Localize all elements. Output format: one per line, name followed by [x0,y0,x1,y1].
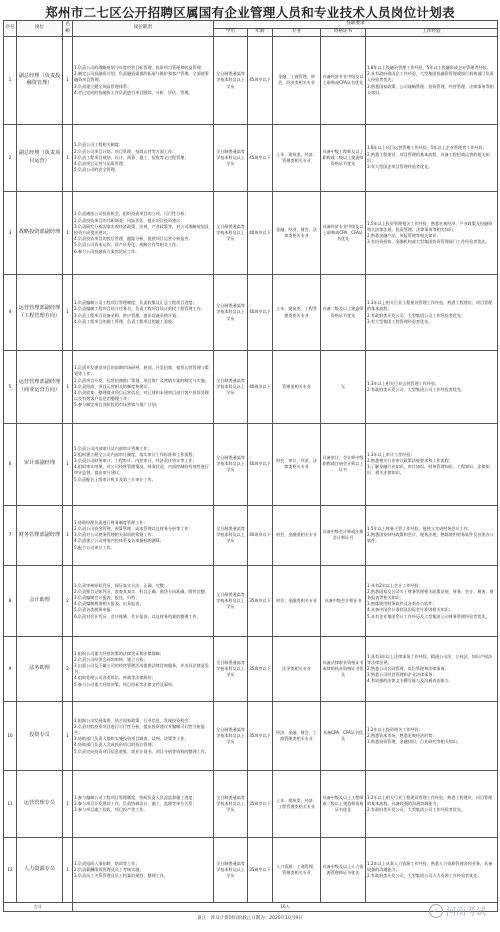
row-experience [366,838,498,903]
row-certificate: 具备中级会计师或注册会计师证书 [321,505,366,566]
row-duties-line: 3.负责工程项目设备采购、供应管理，提出设备采购计划； [74,312,181,318]
row-education: 全日制普通高等学校本科及以上学历 [214,566,248,637]
row-experience-line: 4.有较强的法律文书撰写能力及沟通表达能力。 [367,678,453,684]
row-duties-line: 3.负责研究分析国家宏观经济政策、法规、产业政策等，对公司战略规划及投资方向提出建议； [74,223,209,235]
row-position: 副总经理（负责投融资管理） [17,37,63,125]
row-certificate: 具备法律职业资格证书或律师执业资格证书优先 [321,637,366,702]
row-education: 全日制普通高等学校本科及以上学历 [214,275,248,350]
table-row [4,423,498,505]
row-duties-line: 4.对已完成的投融资工作负责进行项目跟踪、分析、评估、管理。 [74,89,193,95]
table-row [4,637,498,702]
row-duties-line: 2.负责项目开发、运营招商推广策划、项目推广及营销方案的制定与实施； [74,377,209,383]
table-row [4,124,498,191]
row-duties-line: 3.出面公司及下属公司的经营管理活动提供法律咨询服务，并出具法律意见书； [74,662,209,675]
row-duties-line: 2.负责对拟投资项目进行可行性分析，提出投资建议并编制可行性分析报告； [74,723,205,735]
row-duties-line: 1.负责编制公司工程项目管理制度，负责收集及汇总工程项目进度； [74,300,197,306]
row-duties-line: 4.组织审计结果，对公司经营管理情况、财务状况、内部控制的有效性进行审计监督，提出审计建议； [74,464,209,476]
row-experience-line: 2.熟悉金融产品、风险管理等相关知识； [367,233,441,239]
row-duties-line: 5.配合公司审计工作。 [74,544,115,550]
row-experience [366,124,498,191]
row-experience-line: 1.8年以上项目运营管理工作经验，5年以上企业管理者工作经验； [367,145,487,151]
row-education: 全日制普通高等学校本科及以上学历 [214,637,248,702]
row-experience-line: 3.有大型集团工程管理经验者优先。 [367,318,433,324]
row-duties-line: 5.参与制定项目各阶段的市场营销与推广计划。 [74,402,160,408]
row-duties [73,191,214,275]
row-experience-line: 1.2年以上投资相关工作经验； [367,726,423,732]
positions-table [3,20,498,912]
row-education: 全日制普通高等学校本科及以上学历 [214,191,248,275]
row-seq: 2 [4,124,17,191]
row-duties-line: 1.负责审核原始凭证，保证真实合法、正确、完整； [74,582,168,588]
row-duties-line: 1.负责公司内部审计及内部审计管理工作； [74,445,152,451]
row-experience [366,505,498,566]
row-duties-line: 4.负责项目运营与品质管理； [74,160,128,166]
row-duties-line: 2.负责投资项目的尽职调查、风险评估，提出项目投资建议； [74,217,185,223]
row-age: 40周岁以下 [248,275,273,350]
row-experience-line: 3.有大型国企项目管理经验者优先。 [367,164,433,169]
row-duties-line: 4.负责建立公司财务内控体系及各项指标的测算； [74,538,164,544]
row-duties-line: 3.负责对公司税务管理相关事项的筹划工作； [74,532,156,538]
table-row [4,275,498,350]
row-duties-line: 1.负责遴选公司投资机会，组织投资项目的立项、可行性分析； [74,211,189,217]
row-quota: 1 [63,423,73,505]
row-age: 35周岁以下 [248,637,273,702]
row-duties [73,37,214,125]
row-certificate: 具备中级工程师及以上职称或二级以上建造师资格证书优先 [321,124,366,191]
row-duties [73,566,214,637]
footer-note: 备注：涉及计算时间的截止日期为：2020年10月9日 [197,916,303,921]
row-duties-line: 4.组织处理公司各类诉讼、仲裁等法律纠纷； [74,675,156,681]
row-duties-line: 1.负责公司的战略规划与年度经营目标管理、投资项目管理和收益管理； [74,64,205,70]
row-duties-line: 2.制定公司投融资计划，负责融资渠道的拓展与维护和客户管理，全面统筹融资项目管理； [74,71,209,83]
row-major: 土木、建筑类、经济、管理类相关专业 [273,124,321,191]
row-position: 审计部副经理 [17,423,63,505]
watermark [429,903,486,918]
row-education: 全日制普通高等学校本科及以上学历 [214,124,248,191]
row-duties [73,350,214,423]
row-position: 战略投资部副经理 [17,191,63,275]
row-duties-line: 5.负责完成投资项目信息收集、商业计划书、项目分析等资料的整理工作。 [74,748,209,754]
row-duties-line: 3.负责员工关系管理及员工档案的建档、整理工作。 [74,873,168,879]
row-age: 40周岁以下 [248,423,273,505]
row-position: 副总经理（负责项目运营） [17,124,63,191]
row-duties-line: 3.负责公司财务审计、工程审计、内控审计、经济责任审计等工作； [74,458,197,463]
total-value: 16人 [73,903,498,912]
header-experience: 工作经验 [366,29,498,37]
row-quota: 1 [63,350,73,423]
row-duties [73,275,214,350]
row-major: 土木、建筑类、工程管理类相关专业 [273,275,321,350]
row-duties-line: 6.负责对会计凭证、会计账簿、会计报表、以及财务档案的整理工作。 [74,613,201,619]
row-certificate: 无 [321,350,366,423]
row-duties-line: 4.协助部门负责人完成投资项目的投后管理； [74,742,156,748]
row-education: 全日制普通高等学校本科及以上学历 [214,37,248,125]
row-quota: 1 [63,838,73,903]
row-education: 全日制普通高等学校本科及以上学历 [214,702,248,771]
row-experience-line: 2.有政府类开发公司、大型集团公司人力资源工作经验者优先。 [367,873,482,879]
row-duties-line: 3.负责招商、项目运营相关的制度和建议； [74,383,152,389]
row-major: 土木、建筑类、经济、工程管理类相关专业 [273,771,321,838]
row-experience-line: 2.熟悉资本市场，熟悉宏观经济形势； [367,733,437,739]
watermark-logo-icon: ✓ [429,904,443,918]
row-experience-line: 1.3年以上相关行业工程建设管理工作经验，熟悉工程建设、项目管理的基本流程； [367,300,493,312]
row-experience-line: 2.熟悉工程建设、项目管理的基本流程，具备工程招商运营的相关知识； [367,151,490,163]
row-duties-line: 6.参与公司投融资方案的论证工作。 [74,248,140,254]
row-duties [73,771,214,838]
row-certificate: 具备二级及以上建造师资格证书优先 [321,275,366,350]
header-seq: 序号 [4,21,17,37]
header-requirements: 任职要求 [214,21,498,29]
row-duties-line: 3.负责建立健全风险管理体系； [74,83,132,89]
row-duties-line: 3.负责编制会计报表、报送、归档； [74,595,140,600]
row-seq: 5 [4,350,17,423]
row-experience [366,637,498,702]
row-position: 财务管理部副经理 [17,505,63,566]
row-education: 全日制普通高等学校本科及以上学历 [214,505,248,566]
row-education: 全日制普通高等学校本科及以上学历 [214,350,248,423]
row-duties-line: 5.负责公司的安全管理。 [74,167,119,173]
row-quota: 2 [63,566,73,637]
row-duties-line: 2.负责薪酬绩效管理及员工考核实施； [74,866,144,872]
row-duties [73,124,214,191]
row-duties-line: 5.负责各类税务申报； [74,607,115,613]
row-seq: 10 [4,702,17,771]
row-major: 金融、经济、财会、法律类相关专业 [273,191,321,275]
row-experience-line: 2.熟悉公司合同管理、诉讼管理和法律事务； [367,666,449,672]
row-duties [73,423,214,505]
row-duties-line: 5.负责配合上级审计机关及第三方审计工作。 [74,476,156,482]
header-duties: 岗位职责 [73,21,214,37]
row-experience-line: 3.有投资机构、金融机构或大型集团投资管理部门工作经验者优先。 [367,239,490,245]
row-major: 人力资源、工商管理、管理类相关专业 [273,838,321,903]
row-experience-line: 1.具有3年以上法律事务工作经验，精通公司法、合同法、知识产权法等法律法规； [367,653,493,665]
row-duties-line: 2.负责公司项目计划、项目管理、招商运营等方面工作； [74,148,177,154]
row-duties-line: 2.负责公司经济合同的审核、建立台账； [74,656,148,662]
row-age: 35周岁以下 [248,702,273,771]
row-duties-line: 4.负责编制税务相关报表，出具报表； [74,601,144,607]
row-experience-line: 3.熟悉国家政策、公司战略管理、投资管理、经营管理、法律事务等相关知识。 [367,83,494,95]
row-quota: 1 [63,124,73,191]
row-experience-line: 1.5年以上投资管理相关工作经验，熟悉宏观经济、产业政策及投融资相关法律法规、投资管理、法律事务等相关知识； [367,220,493,232]
row-position: 人力资源专员 [17,838,63,903]
row-certificate: 具备中级及以上人力资源管理师证书优先 [321,838,366,903]
row-experience-line: 1.3年以上相关行业运营管理工作经验； [367,380,440,386]
row-duties-line: 1.负责开发建设项目的前期市场研判、规划、开发招商、租赁运营管理与策划等工作； [74,365,209,377]
row-experience-line: 1.8年以上投融资管理工作经验，5年以上投融资或企业管理者经验； [367,64,491,70]
row-age: 45周岁以下 [248,37,273,125]
row-quota: 1 [63,702,73,771]
row-experience-line: 2.熟悉国家及公司关于财务管理相关政策法规、财务、会计、税务、财务报表等相关知识； [367,588,494,600]
table-row [4,566,498,637]
table-row [4,838,498,903]
row-seq: 1 [4,37,17,125]
row-duties-line: 3.参与项目竣工验收、项目投产等工作。 [74,807,148,813]
row-major: 财会、金融类相关专业 [273,505,321,566]
page-title: 郑州市二七区公开招聘区属国有企业管理人员和专业技术人员岗位计划表 [45,5,455,20]
row-position: 法务助理 [17,637,63,702]
row-experience-line: 1.2年以上相关行业工程建设管理工作经验，熟悉工程建设、项目管理的基本流程，具备较强的沟通协调能力； [367,794,493,806]
row-duties-line: 4.负责工程项目的施工管理，负责工程项目的竣工验收。 [74,318,177,324]
row-experience-line: 5.具有企业集团会计工作经历及大型集团公司财务管理经验者优先。 [367,613,490,619]
row-certificate: 具备经济专业中级及以上职称或CPA、CFA证书优先 [321,191,366,275]
row-age: 35周岁以下 [248,566,273,637]
row-duties-line: 2.负责公司资金管理、预算管理、成本管理以及财务分析等工作； [74,526,193,532]
row-duties-line: 2.组织建立健全公司内部审计制度，落实审计工作标准和工作流程； [74,451,197,457]
row-certificate: 具备CPA、CFA证书优先 [321,702,366,771]
row-duties-line: 5.参与公司重大经营决策，项目招标等法律文件及事项。 [74,681,177,687]
row-experience-line: 3.熟练使用财务软件及各类办公软件； [367,601,437,607]
row-duties-line: 2.参与项目开发建设工作，负责协调设计、施工、监理等单位关系； [74,800,197,806]
table-row [4,350,498,423]
row-duties-line: 1.参与编制公司工程项目管理制度，协助负责人负责监督施工进度； [74,794,197,800]
row-duties [73,637,214,702]
row-duties-line: 2.负责账目记账凭证，审查其真实、科目正确、借贷方向准确，附件完整； [74,588,209,594]
row-age: 35周岁以下 [248,838,273,903]
row-education: 全日制普通高等学校本科及以上学历 [214,423,248,505]
row-certificate: 具备中级会计师证书 [321,566,366,637]
row-position: 运营管理部副经理（工程管理方向） [17,275,63,350]
row-quota: 2 [63,637,73,702]
row-position: 投资专员 [17,702,63,771]
row-experience-line: 3.熟悉投资管理、金融知识、行业研究等相关知识。 [367,739,461,745]
row-duties-line: 1.负责公司工程相关制度； [74,142,123,148]
row-seq: 3 [4,191,17,275]
header-education: 学历 [214,29,248,37]
row-seq: 8 [4,566,17,637]
row-experience-line: 2.有政府类开发公司、大型集团公司工作经验者优先。 [367,386,466,392]
row-quota: 1 [63,191,73,275]
table-row [4,702,498,771]
row-age: 45周岁以下 [248,124,273,191]
row-duties-line: 2.负责编制工程项目设计任务书，负责工程项目设计阶段工程管理工作； [74,306,205,312]
row-experience-line: 1.3年以上审计工作经验； [367,451,415,457]
row-duties-line: 4.负责收集、整理商业项目运营信息，对已建和未建项目进行客户投诉处理以及有效客户信息的整理工作； [74,389,209,402]
row-duties-line: 3.协助部门负责人组织实施投资项目调查、谈判、决策等工作； [74,736,189,742]
row-duties-line: 5.负责公司资本运作、资产证券化、战略合作等相关工作； [74,242,181,248]
row-duties-line: 1.根据公司发展需要，结合国家政策、行业信息，发现投资机会； [74,717,193,723]
row-major: 管理类相关专业 [273,350,321,423]
row-age: 40周岁以下 [248,350,273,423]
row-age: 40周岁以下 [248,505,273,566]
row-position: 运营管理部副经理（商业运营方向） [17,350,63,423]
table-row [4,37,498,125]
table-row [4,191,498,275]
row-experience [366,275,498,350]
table-row [4,771,498,838]
row-seq: 11 [4,771,17,838]
row-experience-line: 2.具有政府或国企工作经验，大型集团投融资管理或银行机构部门负责人经验者优先； [367,71,494,83]
row-duties [73,505,214,566]
row-experience [366,702,498,771]
row-experience [366,566,498,637]
row-duties-line: 1.组织公司重大经营决策的法律论证和法律保障； [74,650,164,656]
row-major: 财会、审计、经济、法律类相关专业 [273,423,321,505]
row-major: 法学类相关专业 [273,637,321,702]
row-experience-line: 2.熟悉国家财经政策和会计、税务法规，熟练使用财务软件及各类办公软件。 [367,532,494,544]
row-quota: 1 [63,275,73,350]
row-experience-line: 1.5年以上财务主管工作经验，能独立完成财务会计工作； [367,526,472,532]
header-age: 年龄 [248,29,273,37]
header-position: 岗位 [17,21,63,37]
row-seq: 6 [4,423,17,505]
total-label: 合计 [4,903,73,912]
table-row [4,505,498,566]
row-experience-line: 2.有政府类开发公司、大型集团公司工作经验者优先； [367,312,466,318]
row-seq: 7 [4,505,17,566]
row-experience [366,191,498,275]
row-education: 全日制普通高等学校本科及以上学历 [214,838,248,903]
row-experience-line: 2.有政府类开发公司、大型集团公司工作经验者优先。 [367,807,466,813]
row-experience-line: 3.了解金融行业知识，审计知识，财务管理知识、工程知识、法律知识、相关法律知识。 [367,464,490,476]
row-major: 经济、金融、财会、工商管理类相关专业 [273,702,321,771]
row-duties-line: 1.协助经理负责进行财务制度管理工作； [74,519,148,525]
row-experience [366,350,498,423]
row-quota: 1 [63,505,73,566]
row-duties-line: 3.负责工程项目规划、设计、预算、施工、验收等全过程管理； [74,154,189,160]
header-major: 专业 [273,29,321,37]
row-seq: 4 [4,275,17,350]
row-quota: 1 [63,771,73,838]
row-position: 运营管理专员 [17,771,63,838]
row-experience-line: 1.具有2年以上会计工作经验； [367,582,423,588]
row-certificate: 具备审计、会计师中级职称或注册会计师以上证书 [321,423,366,505]
row-experience-line: 4.具备中国会计准则及国际会计准则相关知识； [367,607,453,613]
row-experience-line: 3.熟悉公司经营管理和企业法律事务； [367,672,437,678]
row-major: 财会、金融类相关专业 [273,566,321,637]
row-age: 40周岁以下 [248,191,273,275]
row-experience [366,37,498,125]
row-seq: 12 [4,838,17,903]
row-duties-line: 4.负责投资项目的投后管理、跟踪分析，提供项目运营分析报告； [74,236,193,242]
row-certificate: 具备中级及以上工程师或二级以上建造师资格证书优先 [321,771,366,838]
row-duties [73,838,214,903]
row-major: 金融、工商管理、财会、经济类相关专业 [273,37,321,125]
row-certificate: 具备经济专业中级及以上职称或CFA证书优先 [321,37,366,125]
row-duties-line: 1.负责组织人事招聘、培训等工作； [74,860,140,866]
row-education: 全日制普通高等学校本科及以上学历 [214,771,248,838]
row-age: 35周岁以下 [248,771,273,838]
header-certificate: 资格证书 [321,29,366,37]
row-experience-line: 2.熟悉相关行业审计政策法规要求和工作流程； [367,458,453,463]
row-quota: 1 [63,37,73,125]
row-experience [366,423,498,505]
watermark-text: 河南考试 [446,907,486,918]
row-experience-line: 1.2年以上从事人力资源工作经验，熟悉人力资源管理各项业务，具备较强的沟通能力； [367,860,493,872]
table-body [4,37,498,903]
header-quota: 名额 [63,21,73,37]
row-experience [366,771,498,838]
row-seq: 9 [4,637,17,702]
row-duties [73,702,214,771]
row-position: 会计助理 [17,566,63,637]
